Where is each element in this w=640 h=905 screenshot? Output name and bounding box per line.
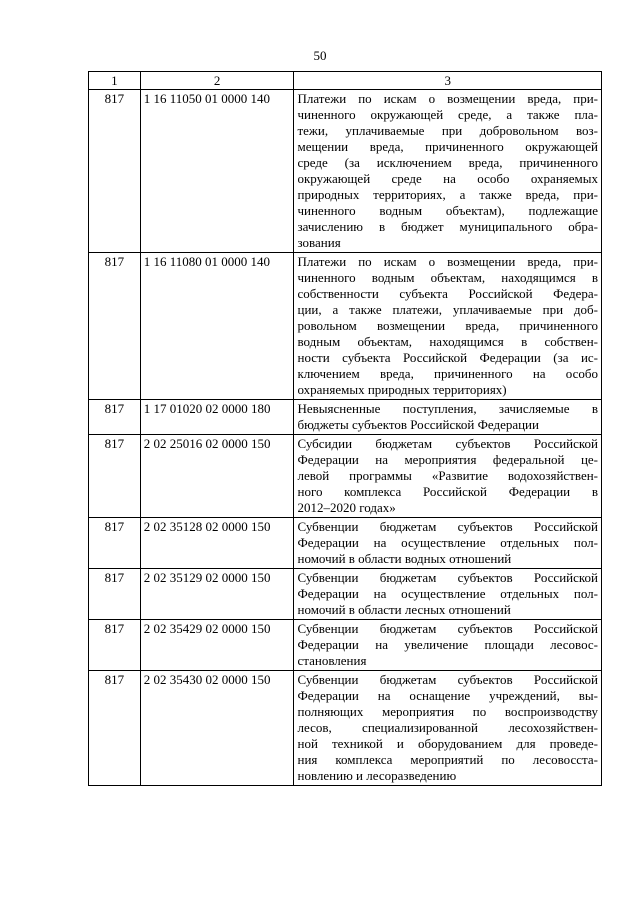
column-header-2: 2 <box>140 72 294 90</box>
description-line: среде (за исключением вреда, причиненного <box>297 155 598 170</box>
description-line: зования <box>297 235 341 250</box>
budget-codes-table <box>88 71 602 786</box>
description-line: Субсидии бюджетам субъектов Российской <box>297 436 598 451</box>
description-line: Невыясненные поступления, зачисляемые в <box>297 401 598 416</box>
description-line: ного комплекса Российской Федерации в <box>297 484 598 499</box>
revenue-description-cell <box>294 400 602 435</box>
budget-classification-code-cell: 2 02 35128 02 0000 150 <box>140 518 294 569</box>
table-row <box>89 253 602 400</box>
description-line: бюджеты субъектов Российской Федерации <box>297 417 539 432</box>
table-row <box>89 620 602 671</box>
budget-classification-code-cell: 1 16 11050 01 0000 140 <box>140 90 294 253</box>
description-line: полняющих мероприятия по воспроизводству <box>297 704 598 719</box>
table-row <box>89 435 602 518</box>
table-header-row <box>89 72 602 90</box>
admin-code-cell: 817 <box>89 569 141 620</box>
description-line: окружающей среде на особо охраняемых <box>297 171 598 186</box>
admin-code-cell: 817 <box>89 671 141 786</box>
description-line: чиненного окружающей среде, а также пла- <box>297 107 598 122</box>
revenue-description-cell <box>294 253 602 400</box>
description-line: мещении вреда, причиненного окружающей <box>297 139 598 154</box>
admin-code-cell: 817 <box>89 253 141 400</box>
budget-classification-code-cell: 2 02 35429 02 0000 150 <box>140 620 294 671</box>
table-row <box>89 569 602 620</box>
description-line: лесов, специализированной лесохозяйствен- <box>297 720 598 735</box>
column-header-1: 1 <box>89 72 141 90</box>
description-line: ключением вреда, причиненного на особо <box>297 366 598 381</box>
admin-code-cell: 817 <box>89 620 141 671</box>
description-line: природных территориях, а также вреда, при- <box>297 187 598 202</box>
description-line: ции, а также платежи, уплачиваемые при доб- <box>297 302 598 317</box>
revenue-description-cell <box>294 518 602 569</box>
column-header-3: 3 <box>294 72 602 90</box>
description-line: Субвенции бюджетам субъектов Российской <box>297 621 598 636</box>
description-line: номочий в области лесных отношений <box>297 602 511 617</box>
description-line: собственности субъекта Российской Федера- <box>297 286 598 301</box>
description-line: Федерации на оснащение учреждений, вы- <box>297 688 598 703</box>
description-line: Субвенции бюджетам субъектов Российской <box>297 570 598 585</box>
revenue-description-cell <box>294 671 602 786</box>
description-line: зачислению в бюджет муниципального обра- <box>297 219 598 234</box>
description-line: тежи, уплачиваемые при добровольном воз- <box>297 123 598 138</box>
description-line: водным объектам, находящимся в собствен- <box>297 334 598 349</box>
description-line: ной техникой и оборудованием для проведе- <box>297 736 598 751</box>
description-line: охраняемых природных территориях) <box>297 382 507 397</box>
admin-code-cell: 817 <box>89 518 141 569</box>
budget-classification-code-cell: 1 17 01020 02 0000 180 <box>140 400 294 435</box>
admin-code-cell: 817 <box>89 400 141 435</box>
budget-classification-code-cell: 2 02 25016 02 0000 150 <box>140 435 294 518</box>
table-row <box>89 400 602 435</box>
admin-code-cell: 817 <box>89 90 141 253</box>
description-line: ния комплекса мероприятий по лесовосста- <box>297 752 598 767</box>
description-line: Федерации на увеличение площади лесовос- <box>297 637 598 652</box>
description-line: ности субъекта Российской Федерации (за ис- <box>297 350 598 365</box>
table-body <box>89 90 602 786</box>
budget-classification-code-cell: 2 02 35430 02 0000 150 <box>140 671 294 786</box>
revenue-description-cell <box>294 620 602 671</box>
budget-classification-code-cell: 2 02 35129 02 0000 150 <box>140 569 294 620</box>
page-number: 50 <box>313 48 327 63</box>
admin-code-cell: 817 <box>89 435 141 518</box>
description-line: Платежи по искам о возмещении вреда, при- <box>297 91 598 106</box>
description-line: левой программы «Развитие водохозяйствен- <box>297 468 598 483</box>
description-line: Субвенции бюджетам субъектов Российской <box>297 519 598 534</box>
description-line: чиненного водным объектам), подлежащие <box>297 203 598 218</box>
description-line: ровольном возмещении вреда, причиненного <box>297 318 598 333</box>
revenue-description-cell <box>294 569 602 620</box>
revenue-description-cell <box>294 90 602 253</box>
description-line: Субвенции бюджетам субъектов Российской <box>297 672 598 687</box>
description-line: Платежи по искам о возмещении вреда, при- <box>297 254 598 269</box>
description-line: чиненного водным объектам, находящимся в <box>297 270 598 285</box>
description-line: новлению и лесоразведению <box>297 768 457 783</box>
description-line: номочий в области водных отношений <box>297 551 512 566</box>
description-line: Федерации на осуществление отдельных пол- <box>297 586 598 601</box>
description-line: Федерации на мероприятия федеральной це- <box>297 452 598 467</box>
budget-classification-code-cell: 1 16 11080 01 0000 140 <box>140 253 294 400</box>
description-line: становления <box>297 653 367 668</box>
table-row <box>89 671 602 786</box>
description-line: Федерации на осуществление отдельных пол- <box>297 535 598 550</box>
description-line: 2012–2020 годах» <box>297 500 396 515</box>
table-row <box>89 518 602 569</box>
table-row <box>89 90 602 253</box>
revenue-description-cell <box>294 435 602 518</box>
